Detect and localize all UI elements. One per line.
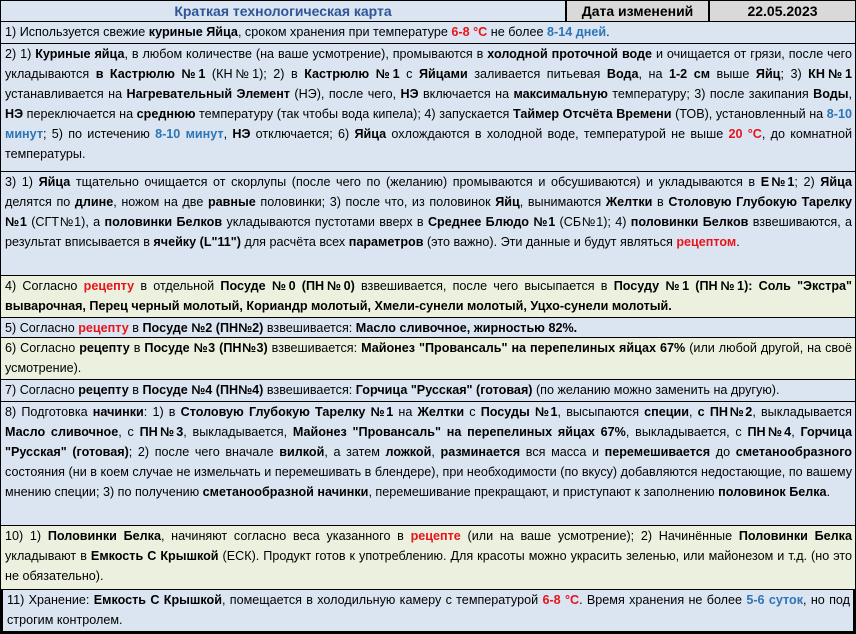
step-row-2[interactable] <box>0 44 856 172</box>
text-run: в <box>129 341 145 355</box>
text-run: отключается; 6) <box>250 127 355 141</box>
text-run: (по желанию можно заменить на другую). <box>532 383 780 397</box>
text-run: половинки Белков <box>104 215 223 229</box>
text-run: ; 3) <box>780 67 809 81</box>
text-run: : Соль "Экстра" выварочная, Перец черный молотый, Кориандр молотый, Хмели-сунели молотый, Уцхо-сунели молотый. <box>5 279 852 313</box>
text-run: включается на <box>418 87 514 101</box>
text-run: 7) Согласно <box>5 383 79 397</box>
text-run: , <box>791 425 801 439</box>
text-run: Столовую Глубокую Тарелку №1 <box>180 405 394 419</box>
text-run: (или любой другой, на своё усмотрение). <box>5 341 852 375</box>
text-run: длине <box>74 195 114 209</box>
step-text <box>5 402 852 502</box>
text-run: (СГТ№1), а <box>26 215 105 229</box>
text-run: Майонез "Провансаль" на перепелиных яйцах 67% <box>292 425 626 439</box>
text-run: специи <box>644 405 690 419</box>
text-run: Таймер Отсчёта Времени <box>512 107 672 121</box>
text-run: 8-10 минут <box>155 127 224 141</box>
text-run: , помещается в холодильную камеру с температурой <box>221 593 543 607</box>
text-run: : 1) в <box>143 405 181 419</box>
text-run: Яйца <box>354 127 387 141</box>
text-run: (ЕСК). Продукт готов к употреблению. Для красоты можно украсить зеленью, или майонезом и т.д. (но это не обязательно). <box>5 549 852 583</box>
text-run: ; 5) по истечению <box>43 127 156 141</box>
text-run: сметанообразного <box>735 445 853 459</box>
text-run: 2) 1) <box>5 47 36 61</box>
step-row-5[interactable] <box>0 318 856 338</box>
text-run: КН№1 <box>808 67 852 81</box>
text-run: , а затем <box>324 445 386 459</box>
text-run: Яйцами <box>418 67 468 81</box>
text-run: Посуде №3 (ПН№3) <box>144 341 268 355</box>
text-run: Среднее Блюдо №1 <box>427 215 556 229</box>
text-run: вся масса и <box>520 445 605 459</box>
text-run: сметанообразной начинки <box>202 485 369 499</box>
text-run: НЭ <box>400 87 419 101</box>
text-run: Посуды №1 <box>480 405 558 419</box>
text-run: выше <box>710 67 756 81</box>
text-run: Майонез "Провансаль" на перепелиных яйцах 67% <box>361 341 686 355</box>
text-run: , начиняют согласно веса указанного в <box>160 529 411 543</box>
text-run: Е№1 <box>760 175 795 189</box>
text-run: (СБ№1); 4) <box>555 215 631 229</box>
step-row-4[interactable] <box>0 276 856 318</box>
text-run: Горчица "Русская" (готовая) <box>355 383 533 397</box>
text-run: , <box>848 87 852 101</box>
text-run: . <box>606 25 610 39</box>
text-run: рецепту <box>78 383 129 397</box>
text-run: ложкой <box>385 445 432 459</box>
text-run: НЭ <box>5 107 24 121</box>
text-run: 10) 1) <box>5 529 48 543</box>
text-run: Посуде №4 (ПН№4) <box>142 383 264 397</box>
text-run: . Время хранения не более <box>579 593 747 607</box>
text-run: температуру; 3) после закипания <box>607 87 814 101</box>
text-run: 5) Согласно <box>5 321 79 335</box>
text-run: рецепту <box>79 341 130 355</box>
text-run: в <box>128 321 143 335</box>
text-run: взвешивается: <box>263 321 356 335</box>
text-run: Воды <box>813 87 849 101</box>
step-row-6[interactable] <box>0 338 856 380</box>
text-run: взвешивается, после чего высыпается в <box>354 279 614 293</box>
text-run: , сроком хранения при температуре <box>237 25 452 39</box>
text-run: , на <box>638 67 669 81</box>
text-run: тщательно очищается от скорлупы (после чего по (желанию) промываются и обсушиваются) и укладываются в <box>70 175 761 189</box>
text-run: ПН№4 <box>747 425 792 439</box>
text-run: Посуду №1 (ПН№1) <box>613 279 749 293</box>
text-run: рецепту <box>83 279 135 293</box>
text-run: , ножом на две <box>113 195 208 209</box>
text-run: (НЭ), после чего, <box>289 87 401 101</box>
text-run: НЭ <box>232 127 251 141</box>
step-text <box>5 172 852 252</box>
text-run: (это важно). Эти данные и будут являться <box>423 235 677 249</box>
text-run: переключается на <box>23 107 137 121</box>
text-run: , перемешивание прекращают, и приступают к заполнению <box>368 485 719 499</box>
text-run: и очищается от грязи, после чего укладываются <box>5 47 852 81</box>
text-run: , в любом количестве (на ваше усмотрение), промываются в <box>124 47 488 61</box>
text-run: 8-14 дней <box>547 25 607 39</box>
text-run: Яйца <box>820 175 852 189</box>
text-run: Половинки Белка <box>738 529 852 543</box>
text-run: 6-8 °С <box>542 593 580 607</box>
text-run: . <box>736 235 740 249</box>
text-run: половинки Белков <box>630 215 749 229</box>
text-run: Куриные яйца <box>35 47 125 61</box>
text-run: Желтки <box>605 195 653 209</box>
text-run: Яйц <box>495 195 520 209</box>
text-run: не более <box>487 25 548 39</box>
text-run: , с <box>118 425 140 439</box>
text-run: (или на ваше усмотрение); 2) Начинённые <box>460 529 739 543</box>
date-label[interactable]: Дата изменений <box>566 0 709 22</box>
step-text <box>5 338 852 378</box>
text-run: , выкладывается <box>752 405 852 419</box>
text-run: (КН№1); 2) в <box>205 67 305 81</box>
text-run: Масло сливочное <box>5 425 119 439</box>
text-run: в Кастрюлю №1 <box>95 67 206 81</box>
text-run: вилкой <box>279 445 325 459</box>
text-run: Емкость С Крышкой <box>93 593 222 607</box>
text-run: в отдельной <box>134 279 221 293</box>
text-run: укладываются пустотами вверх в <box>222 215 428 229</box>
text-run: начинки <box>92 405 144 419</box>
text-run: , но под строгим контролем. <box>7 593 850 627</box>
text-run: Горчица "Русская" (готовая) <box>5 425 853 459</box>
text-run: Емкость С Крышкой <box>90 549 219 563</box>
step-row-11[interactable] <box>0 590 856 634</box>
text-run: половинки; 3) после что, из половинок <box>255 195 496 209</box>
text-run: , вынимаются <box>519 195 606 209</box>
text-run: , <box>223 127 233 141</box>
text-run: Яйц <box>755 67 781 81</box>
page-title[interactable]: Краткая технологическая карта <box>0 0 566 22</box>
text-run: в <box>128 383 143 397</box>
text-run: разминается <box>440 445 521 459</box>
text-run: Посуде №2 (ПН№2) <box>142 321 264 335</box>
text-run: (L"11") <box>199 235 241 249</box>
text-run: устанавливается на <box>5 87 127 101</box>
text-run: . <box>826 485 831 499</box>
text-run: ячейку <box>153 235 197 249</box>
text-run: состояния (ни в коем случае не измельчать и перемешивать в блендере), при необходимости (по вкусу) добавляются недостающие, по вашему мнению специи; 3) по получению <box>5 465 852 499</box>
text-run: Яйца <box>38 175 71 189</box>
text-run: для расчёта всех <box>240 235 349 249</box>
text-run: 8-10 минут <box>5 107 852 141</box>
text-run: 5-6 суток <box>746 593 804 607</box>
step-text <box>5 276 852 316</box>
text-run: рецепте <box>410 529 461 543</box>
text-run: ; 2) после чего вначале <box>128 445 280 459</box>
text-run: Нагревательный Элемент <box>126 87 290 101</box>
text-run: , до комнатной температуры. <box>5 127 853 161</box>
text-run: 6-8 °С <box>451 25 488 39</box>
text-run: с <box>399 67 419 81</box>
text-run: охлождаются в холодной воде, температурой не выше <box>386 127 729 141</box>
text-run: параметров <box>348 235 424 249</box>
step-text <box>5 380 852 400</box>
text-run: в <box>652 195 669 209</box>
header-row <box>0 0 856 22</box>
text-run: с ПН№2 <box>697 405 753 419</box>
text-run: равные <box>207 195 256 209</box>
text-run: заливается питьевая <box>467 67 607 81</box>
text-run: Вода <box>606 67 639 81</box>
text-run: 8) Подготовка <box>5 405 93 419</box>
step-row-3[interactable] <box>0 172 856 276</box>
text-run: 4) Согласно <box>5 279 84 293</box>
step-row-1[interactable] <box>0 22 856 44</box>
text-run: , <box>431 445 441 459</box>
date-value[interactable]: 22.05.2023 <box>709 0 856 22</box>
text-run: с <box>464 405 481 419</box>
text-run: , <box>689 405 698 419</box>
text-run: взвешивается: <box>267 341 362 355</box>
text-run: ПН№3 <box>139 425 184 439</box>
text-run: половинок Белка <box>718 485 827 499</box>
text-run: рецепту <box>78 321 129 335</box>
text-run: , выкладывается, <box>183 425 293 439</box>
step-text <box>7 590 850 630</box>
text-run: холодной проточной воде <box>487 47 653 61</box>
text-run: на <box>393 405 418 419</box>
text-run: 1) Используется свежие <box>5 25 149 39</box>
text-run: рецептом <box>676 235 737 249</box>
text-run: 20 °С <box>728 127 762 141</box>
step-text <box>5 526 852 586</box>
step-text <box>5 44 852 164</box>
text-run: (ТОВ), установленный на <box>671 107 827 121</box>
step-row-8[interactable] <box>0 402 856 526</box>
text-run: максимальную <box>513 87 608 101</box>
step-text <box>5 22 852 42</box>
text-run: ; 2) <box>794 175 821 189</box>
text-run: Кастрюлю №1 <box>304 67 400 81</box>
text-run: Посуде №0 (ПН№0) <box>220 279 355 293</box>
step-row-7[interactable] <box>0 380 856 402</box>
text-run: куриные Яйца <box>148 25 238 39</box>
text-run: , высыпаются <box>557 405 645 419</box>
text-run: , выкладывается, с <box>625 425 748 439</box>
step-text <box>5 318 852 338</box>
text-run: взвешиваются, а результат вписывается в <box>5 215 853 249</box>
text-run: температуру (так чтобы вода кипела); 4) запускается <box>195 107 513 121</box>
text-run: взвешивается: <box>263 383 356 397</box>
text-run: перемешивается <box>604 445 711 459</box>
text-run: Масло сливочное, жирностью 82%. <box>355 321 578 335</box>
text-run: 3) 1) <box>5 175 39 189</box>
step-row-10[interactable] <box>0 526 856 590</box>
text-run: Половинки Белка <box>47 529 161 543</box>
text-run: 1-2 см <box>668 67 711 81</box>
text-run: делятся по <box>5 195 75 209</box>
text-run: до <box>710 445 736 459</box>
text-run: Столовую Глубокую Тарелку №1 <box>5 195 852 229</box>
text-run: 6) Согласно <box>5 341 80 355</box>
text-run: Желтки <box>417 405 465 419</box>
text-run: укладывают в <box>5 549 91 563</box>
text-run: 11) Хранение: <box>7 593 94 607</box>
text-run: среднюю <box>136 107 196 121</box>
